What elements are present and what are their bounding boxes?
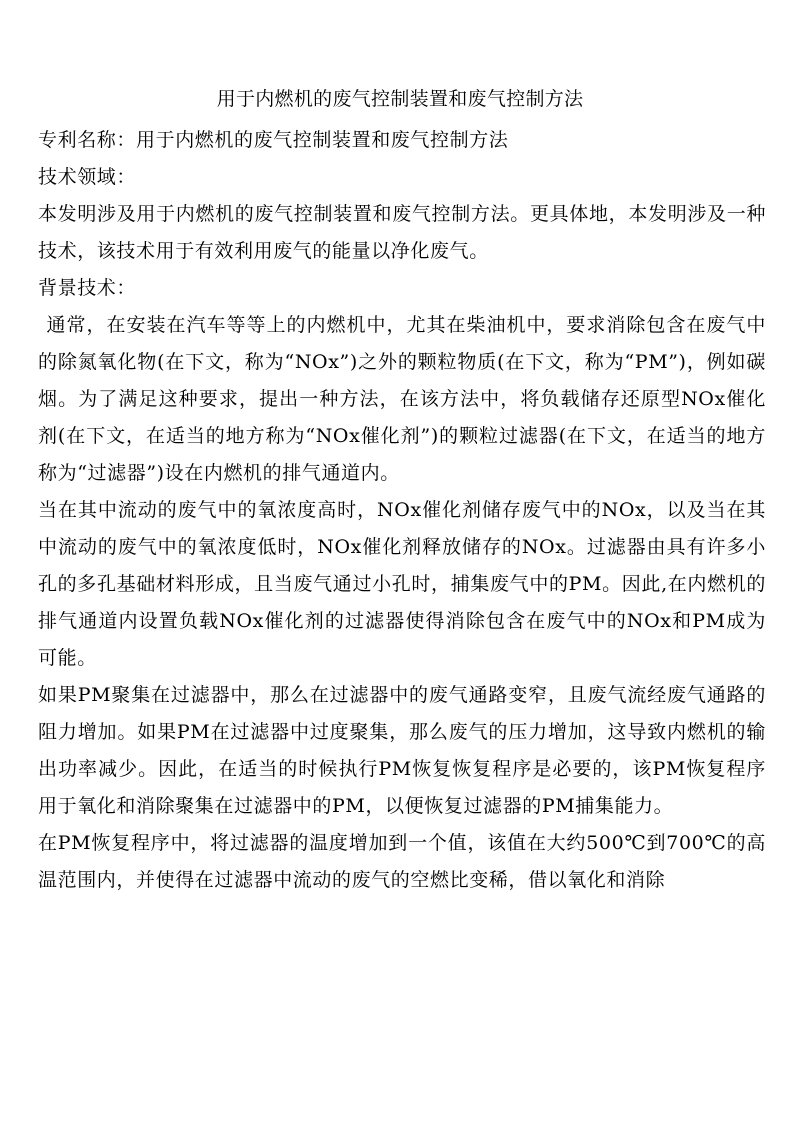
paragraph-background-2: 当在其中流动的废气中的氧浓度高时，NOx催化剂储存废气中的NOx，以及当在其中流动的废气中的氧浓度低时，NOx催化剂释放储存的NOx。过滤器由具有许多小孔的多孔基础材料形成，且当废气通过小孔时，捕集废气中的PM。因此,在内燃机的排气通道内设置负载NOx催化剂的过滤器使得消除包含在废气中的NOx和PM成为可能。 (38, 499, 766, 669)
document-body (38, 122, 766, 899)
document-title: 用于内燃机的废气控制装置和废气控制方法 (216, 88, 584, 110)
paragraph-background-1: 通常，在安装在汽车等等上的内燃机中，尤其在柴油机中，要求消除包含在废气中的除氮氧化物(在下文，称为“NOx”)之外的颗粒物质(在下文，称为“PM”)，例如碳烟。为了满足这种要求，提出一种方法，在该方法中，将负载储存还原型NOx催化剂(在下文，在适当的地方称为“NOx催化剂”)的颗粒过滤器(在下文，在适当的地方称为“过滤器”)设在内燃机的排气通道内。 (38, 314, 766, 484)
section-heading-background: 背景技术： (38, 277, 137, 299)
section-heading-technical-field: 技术领域： (38, 166, 137, 188)
paragraph-background-4: 在PM恢复程序中，将过滤器的温度增加到一个值，该值在大约500℃到700℃的高温范围内，并使得在过滤器中流动的废气的空燃比变稀，借以氧化和消除 (38, 832, 766, 891)
paragraph-technical-field: 本发明涉及用于内燃机的废气控制装置和废气控制方法。更具体地，本发明涉及一种技术，该技术用于有效利用废气的能量以净化废气。 (38, 203, 766, 262)
patent-name-line: 专利名称：用于内燃机的废气控制装置和废气控制方法 (38, 129, 509, 151)
paragraph-background-3: 如果PM聚集在过滤器中，那么在过滤器中的废气通路变窄，且废气流经废气通路的阻力增加。如果PM在过滤器中过度聚集，那么废气的压力增加，这导致内燃机的输出功率减少。因此，在适当的时候执行PM恢复恢复程序是必要的，该PM恢复程序用于氧化和消除聚集在过滤器中的PM，以便恢复过滤器的PM捕集能力。 (38, 684, 766, 817)
